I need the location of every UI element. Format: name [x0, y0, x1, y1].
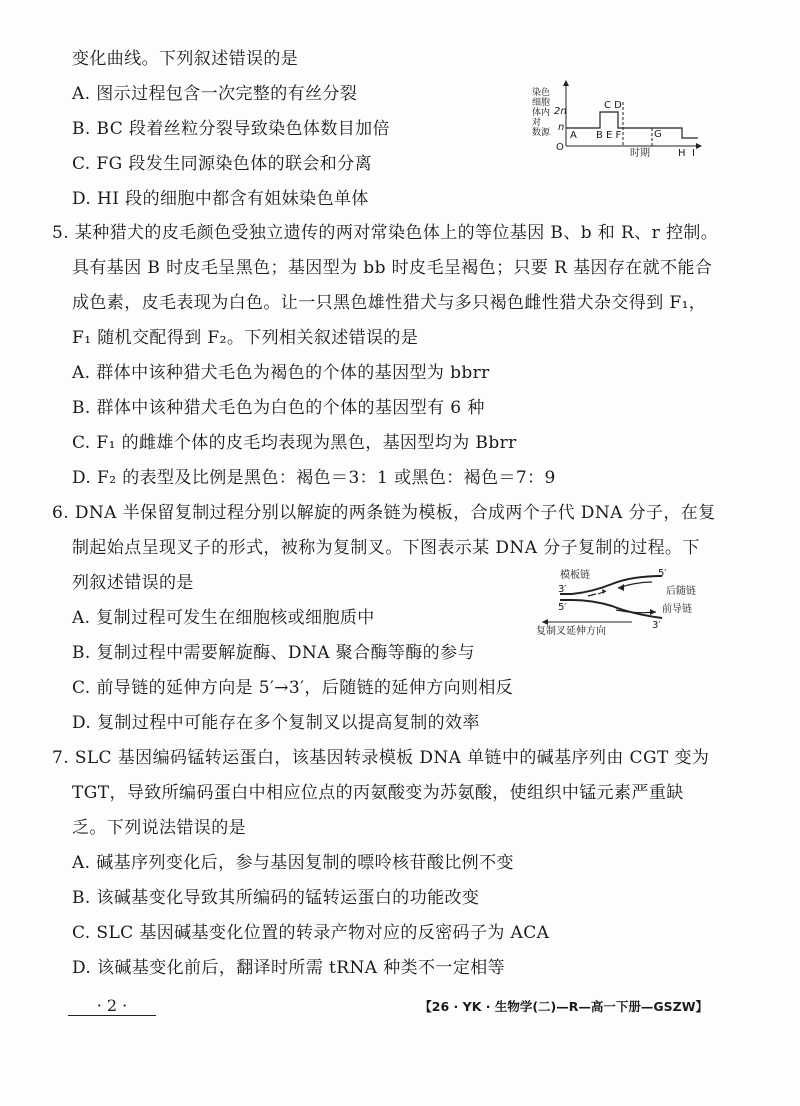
q4-xlabel: 时期: [630, 148, 650, 159]
q4-option-d: D. HI 段的细胞中都含有姐妹染色单体: [72, 189, 369, 209]
q6-label-template: 模板链: [560, 570, 590, 581]
q4-y-n: n: [558, 122, 565, 133]
q6-label-5prime-b: 5′: [558, 602, 567, 613]
q4-point-a: A: [570, 130, 577, 141]
q4-ylabel: [532, 88, 554, 138]
q4-point-h: H: [678, 148, 686, 159]
q7-line-3: 乏。下列说法错误的是: [72, 818, 246, 838]
page-number: · 2 ·: [68, 996, 156, 1016]
q6-label-leading: 前导链: [662, 604, 692, 615]
q6-option-b: B. 复制过程中需要解旋酶、DNA 聚合酶等酶的参与: [72, 643, 475, 663]
q5-line-1: 5. 某种猎犬的皮毛颜色受独立遗传的两对常染色体上的等位基因 B、b 和 R、r 控制。: [52, 223, 719, 243]
q4-point-i: I: [692, 148, 695, 159]
q7-option-d: D. 该碱基变化前后，翻译时所需 tRNA 种类不一定相等: [72, 958, 506, 978]
q5-option-b: B. 群体中该种猎犬毛色为白色的个体的基因型有 6 种: [72, 398, 485, 418]
q4-ylabel-1: 染色: [532, 88, 551, 98]
q6-option-a: A. 复制过程可发生在细胞核或细胞质中: [72, 608, 375, 628]
q4-origin: O: [556, 142, 564, 153]
q6-line-3: 列叙述错误的是: [72, 573, 194, 593]
q7-option-c: C. SLC 基因碱基变化位置的转录产物对应的反密码子为 ACA: [72, 923, 550, 943]
q6-label-direction: 复制叉延伸方向: [536, 626, 606, 637]
q7-option-b: B. 该碱基变化导致其所编码的锰转运蛋白的功能改变: [72, 888, 480, 908]
q6-line-1: 6. DNA 半保留复制过程分别以解旋的两条链为模板，合成两个子代 DNA 分子，在复: [52, 503, 716, 523]
q6-label-3prime-b: 3′: [652, 620, 661, 631]
q4-option-a: A. 图示过程包含一次完整的有丝分裂: [72, 84, 358, 104]
q4-stem-tail: 变化曲线。下列叙述错误的是: [72, 49, 299, 69]
exam-code: 【26 · YK · 生物学(二)—R—高一下册—GSZW】: [419, 999, 708, 1014]
q6-label-5prime-a: 5′: [658, 568, 667, 579]
q4-letters-cd: C D: [604, 100, 622, 111]
q7-line-2: TGT，导致所编码蛋白中相应位点的丙氨酸变为苏氨酸，使组织中锰元素严重缺: [72, 783, 684, 803]
q4-ylabel-4: 对: [532, 118, 542, 128]
q5-option-a: A. 群体中该种猎犬毛色为褐色的个体的基因型为 bbrr: [72, 363, 490, 383]
q4-ylabel-3: 体内: [532, 108, 551, 118]
q5-option-d: D. F₂ 的表型及比例是黑色：褐色＝3：1 或黑色：褐色＝7：9: [72, 468, 556, 488]
q4-chromosome-figure: [532, 80, 702, 160]
q5-line-2: 具有基因 B 时皮毛呈黑色；基因型为 bb 时皮毛呈褐色；只要 R 基因存在就不能合: [72, 258, 713, 278]
q4-ylabel-5: 数源: [532, 128, 551, 138]
q5-option-c: C. F₁ 的雌雄个体的皮毛均表现为黑色，基因型均为 Bbrr: [72, 433, 517, 453]
q6-line-2: 制起始点呈现叉子的形式，被称为复制叉。下图表示某 DNA 分子复制的过程。下: [72, 538, 700, 558]
q6-label-lagging: 后随链: [666, 586, 696, 597]
q4-ylabel-2: 细胞: [532, 98, 551, 108]
q6-option-d: D. 复制过程中可能存在多个复制叉以提高复制的效率: [72, 713, 480, 733]
q7-option-a: A. 碱基序列变化后，参与基因复制的嘌呤核苷酸比例不变: [72, 853, 514, 873]
q6-label-3prime-a: 3′: [558, 584, 567, 595]
q4-y-2n: 2n: [554, 106, 567, 117]
q4-point-g: G: [654, 129, 662, 140]
q5-line-3: 成色素，皮毛表现为白色。让一只黑色雄性猎犬与多只褐色雌性猎犬杂交得到 F₁，: [72, 293, 707, 313]
q4-letters-bef: B E F: [596, 130, 622, 141]
q4-option-b: B. BC 段着丝粒分裂导致染色体数目加倍: [72, 119, 390, 139]
q7-line-1: 7. SLC 基因编码锰转运蛋白，该基因转录模板 DNA 单链中的碱基序列由 CGT 变为: [52, 748, 710, 768]
q5-line-4: F₁ 随机交配得到 F₂。下列相关叙述错误的是: [72, 328, 419, 348]
q6-replication-fork-figure: [532, 568, 712, 638]
q4-option-c: C. FG 段发生同源染色体的联会和分离: [72, 154, 372, 174]
q6-option-c: C. 前导链的延伸方向是 5′→3′，后随链的延伸方向则相反: [72, 678, 514, 698]
